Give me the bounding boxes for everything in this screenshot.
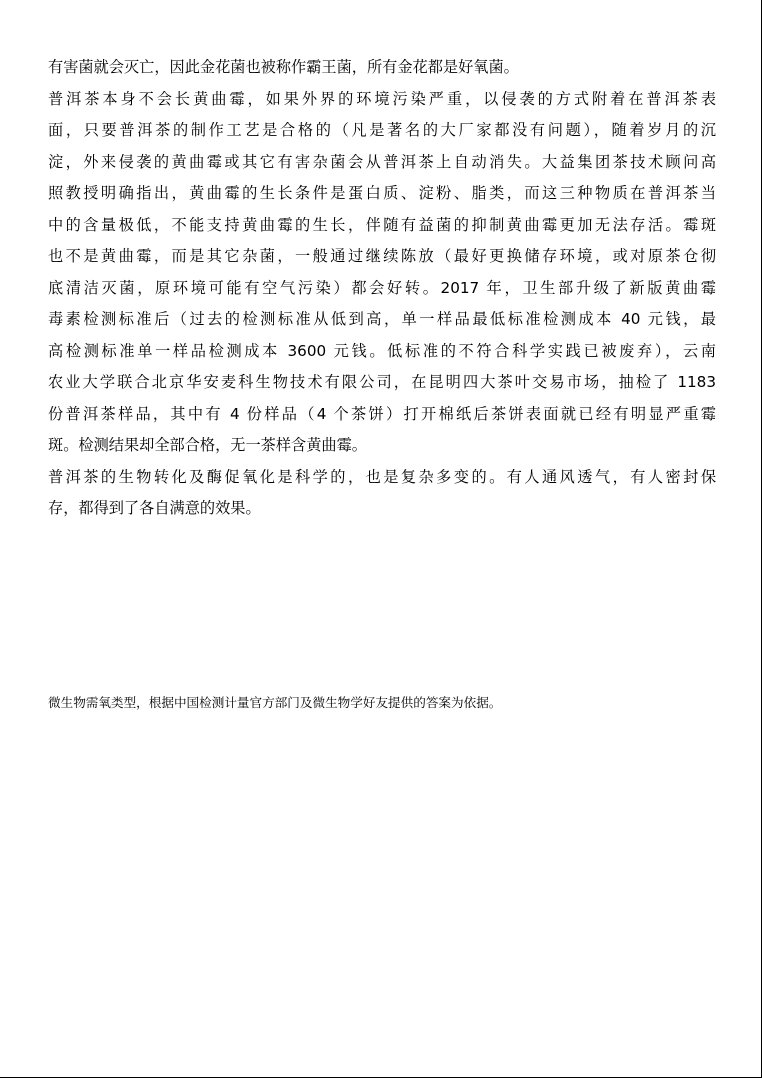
paragraph-2-line-6: 也不是黄曲霉，而是其它杂菌，一般通过继续陈放（最好更换储存环境，或对原茶仓彻 (48, 247, 716, 265)
paragraph-2-line-10: 农业大学联合北京华安麦科生物技术有限公司，在昆明四大茶叶交易市场，抽检了 1183 (48, 373, 716, 391)
document-body (48, 52, 716, 525)
paragraph-2-line-2: 面，只要普洱茶的制作工艺是合格的（凡是著名的大厂家都没有问题），随着岁月的沉 (48, 121, 716, 139)
paragraph-2-line-3: 淀，外来侵袭的黄曲霉或其它有害杂菌会从普洱茶上自动消失。大益集团茶技术顾问高 (48, 152, 716, 171)
paragraph-2-line-7: 底清洁灭菌，原环境可能有空气污染）都会好转。2017 年，卫生部升级了新版黄曲霉 (48, 278, 716, 297)
paragraph-2-line-1: 普洱茶本身不会长黄曲霉，如果外界的环境污染严重，以侵袭的方式附着在普洱茶表 (48, 89, 716, 108)
paragraph-2-line-11: 份普洱茶样品，其中有 4 份样品（4 个茶饼）打开棉纸后茶饼表面就已经有明显严重霉 (48, 404, 716, 423)
paragraph-2-line-9: 高检测标准单一样品检测成本 3600 元钱。低标准的不符合科学实践已被废弃），云南 (48, 341, 716, 360)
paragraph-1-line-1: 有害菌就会灭亡，因此金花菌也被称作霸王菌，所有金花都是好氧菌。 (48, 58, 519, 76)
paragraph-2-line-4: 照教授明确指出，黄曲霉的生长条件是蛋白质、淀粉、脂类，而这三种物质在普洱茶当 (48, 184, 716, 202)
paragraph-3-line-2: 存，都得到了各自满意的效果。 (48, 499, 261, 517)
paragraph-2-line-12: 斑。检测结果却全部合格，无一茶样含黄曲霉。 (48, 436, 367, 454)
paragraph-3-line-1: 普洱茶的生物转化及酶促氧化是科学的，也是复杂多变的。有人通风透气，有人密封保 (48, 467, 716, 486)
paragraph-2-line-5: 中的含量极低，不能支持黄曲霉的生长，伴随有益菌的抑制黄曲霉更加无法存活。霉斑 (48, 215, 716, 234)
footnote: 微生物需氧类型，根据中国检测计量官方部门及微生物学好友提供的答案为依据。 (48, 695, 502, 710)
paragraph-2-line-8: 毒素检测标准后（过去的检测标准从低到高，单一样品最低标准检测成本 40 元钱，最 (48, 310, 716, 328)
